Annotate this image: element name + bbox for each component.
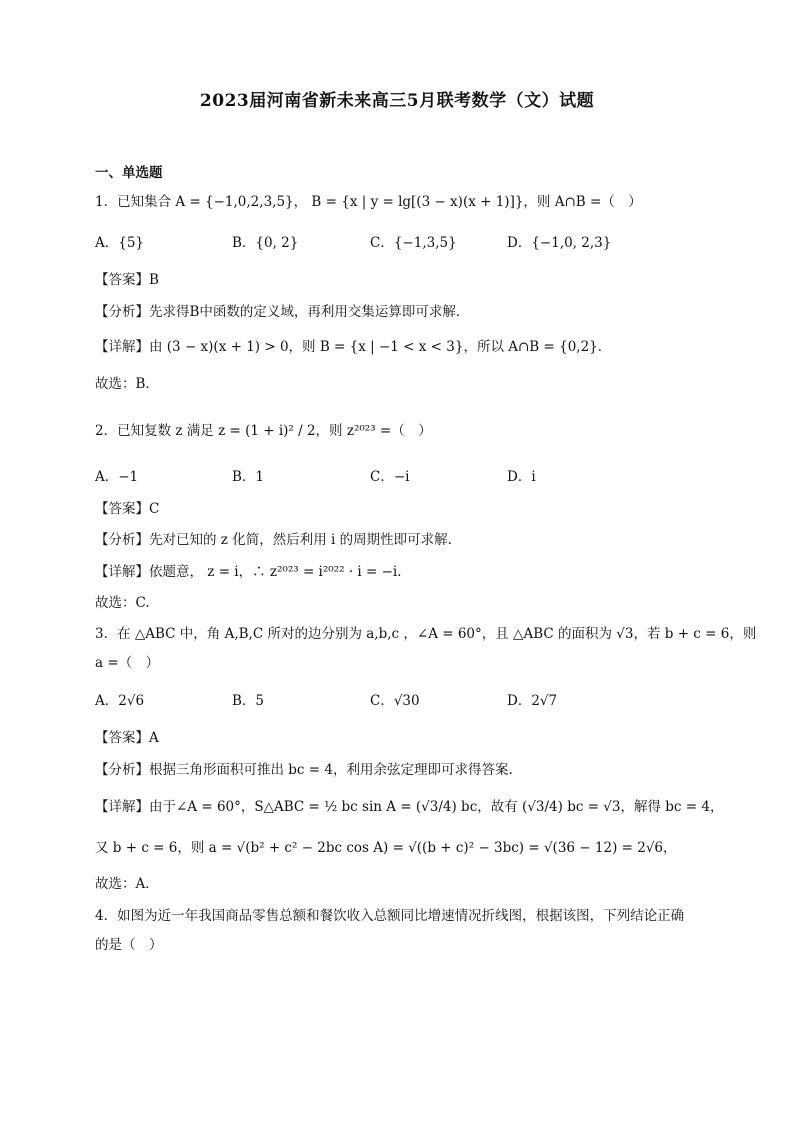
option-c: C．√30 [370, 693, 420, 709]
question-2-answer: 【答案】C [95, 501, 160, 517]
option-a: A．−1 [95, 469, 139, 485]
question-1-analysis: 【分析】先求得B中函数的定义域，再利用交集运算即可求解． [95, 304, 470, 320]
question-1-detail: 【详解】由 (3 − x)(x + 1) > 0，则 B = {x | −1 < x < 3}，所以 A∩B = {0,2}． [95, 339, 612, 355]
question-2-detail: 【详解】依题意， z = i，∴ z²⁰²³ = i²⁰²² · i = −i． [95, 564, 411, 580]
question-3-stem-cont: a =（ ） [95, 655, 160, 671]
question-1-answer: 【答案】B [95, 272, 159, 288]
question-3-answer: 【答案】A [95, 730, 159, 746]
option-d: D．i [507, 469, 536, 485]
option-d: D．2√7 [507, 693, 558, 709]
question-2-stem: 2．已知复数 z 满足 z = (1 + i)² / 2，则 z²⁰²³ =（ ） [95, 423, 432, 439]
option-b: B．{0, 2} [232, 235, 299, 251]
option-d: D．{−1,0, 2,3} [507, 235, 612, 251]
question-4-stem: 4．如图为近一年我国商品零售总额和餐饮收入总额同比增速情况折线图，根据该图，下列结论正确 [95, 908, 685, 924]
section-heading: 一、单选题 [95, 165, 163, 181]
question-3-choice: 故选：A． [95, 876, 159, 892]
option-b: B．5 [232, 693, 265, 709]
question-1-choice: 故选：B． [95, 376, 159, 392]
question-2-analysis: 【分析】先对已知的 z 化简，然后利用 i 的周期性即可求解. [95, 532, 452, 548]
question-4-stem-cont: 的是（ ） [95, 937, 163, 953]
page-title: 2023届河南省新未来高三5月联考数学（文）试题 [199, 91, 595, 111]
question-1-stem: 1．已知集合 A = {−1,0,2,3,5}， B = {x | y = lg[(3 − x)(x + 1)]}，则 A∩B =（ ） [95, 194, 642, 210]
question-2-choice: 故选：C. [95, 595, 150, 611]
question-3-stem: 3．在 △ABC 中，角 A,B,C 所对的边分别为 a,b,c ，∠A = 60°，且 △ABC 的面积为 √3，若 b + c = 6，则 [95, 626, 757, 642]
option-a: A．2√6 [95, 693, 145, 709]
option-b: B．1 [232, 469, 265, 485]
option-a: A．{5} [95, 235, 145, 251]
question-3-analysis: 【分析】根据三角形面积可推出 bc = 4，利用余弦定理即可求得答案. [95, 762, 513, 778]
option-c: C．−i [370, 469, 410, 485]
question-3-detail-line-2: 又 b + c = 6，则 a = √(b² + c² − 2bc cos A) = √((b + c)² − 3bc) = √(36 − 12) = 2√6， [95, 840, 677, 856]
question-3-detail-line-1: 【详解】由于∠A = 60°，S△ABC = ½ bc sin A = (√3/4) bc，故有 (√3/4) bc = √3，解得 bc = 4， [95, 799, 724, 815]
option-c: C．{−1,3,5} [370, 235, 457, 251]
